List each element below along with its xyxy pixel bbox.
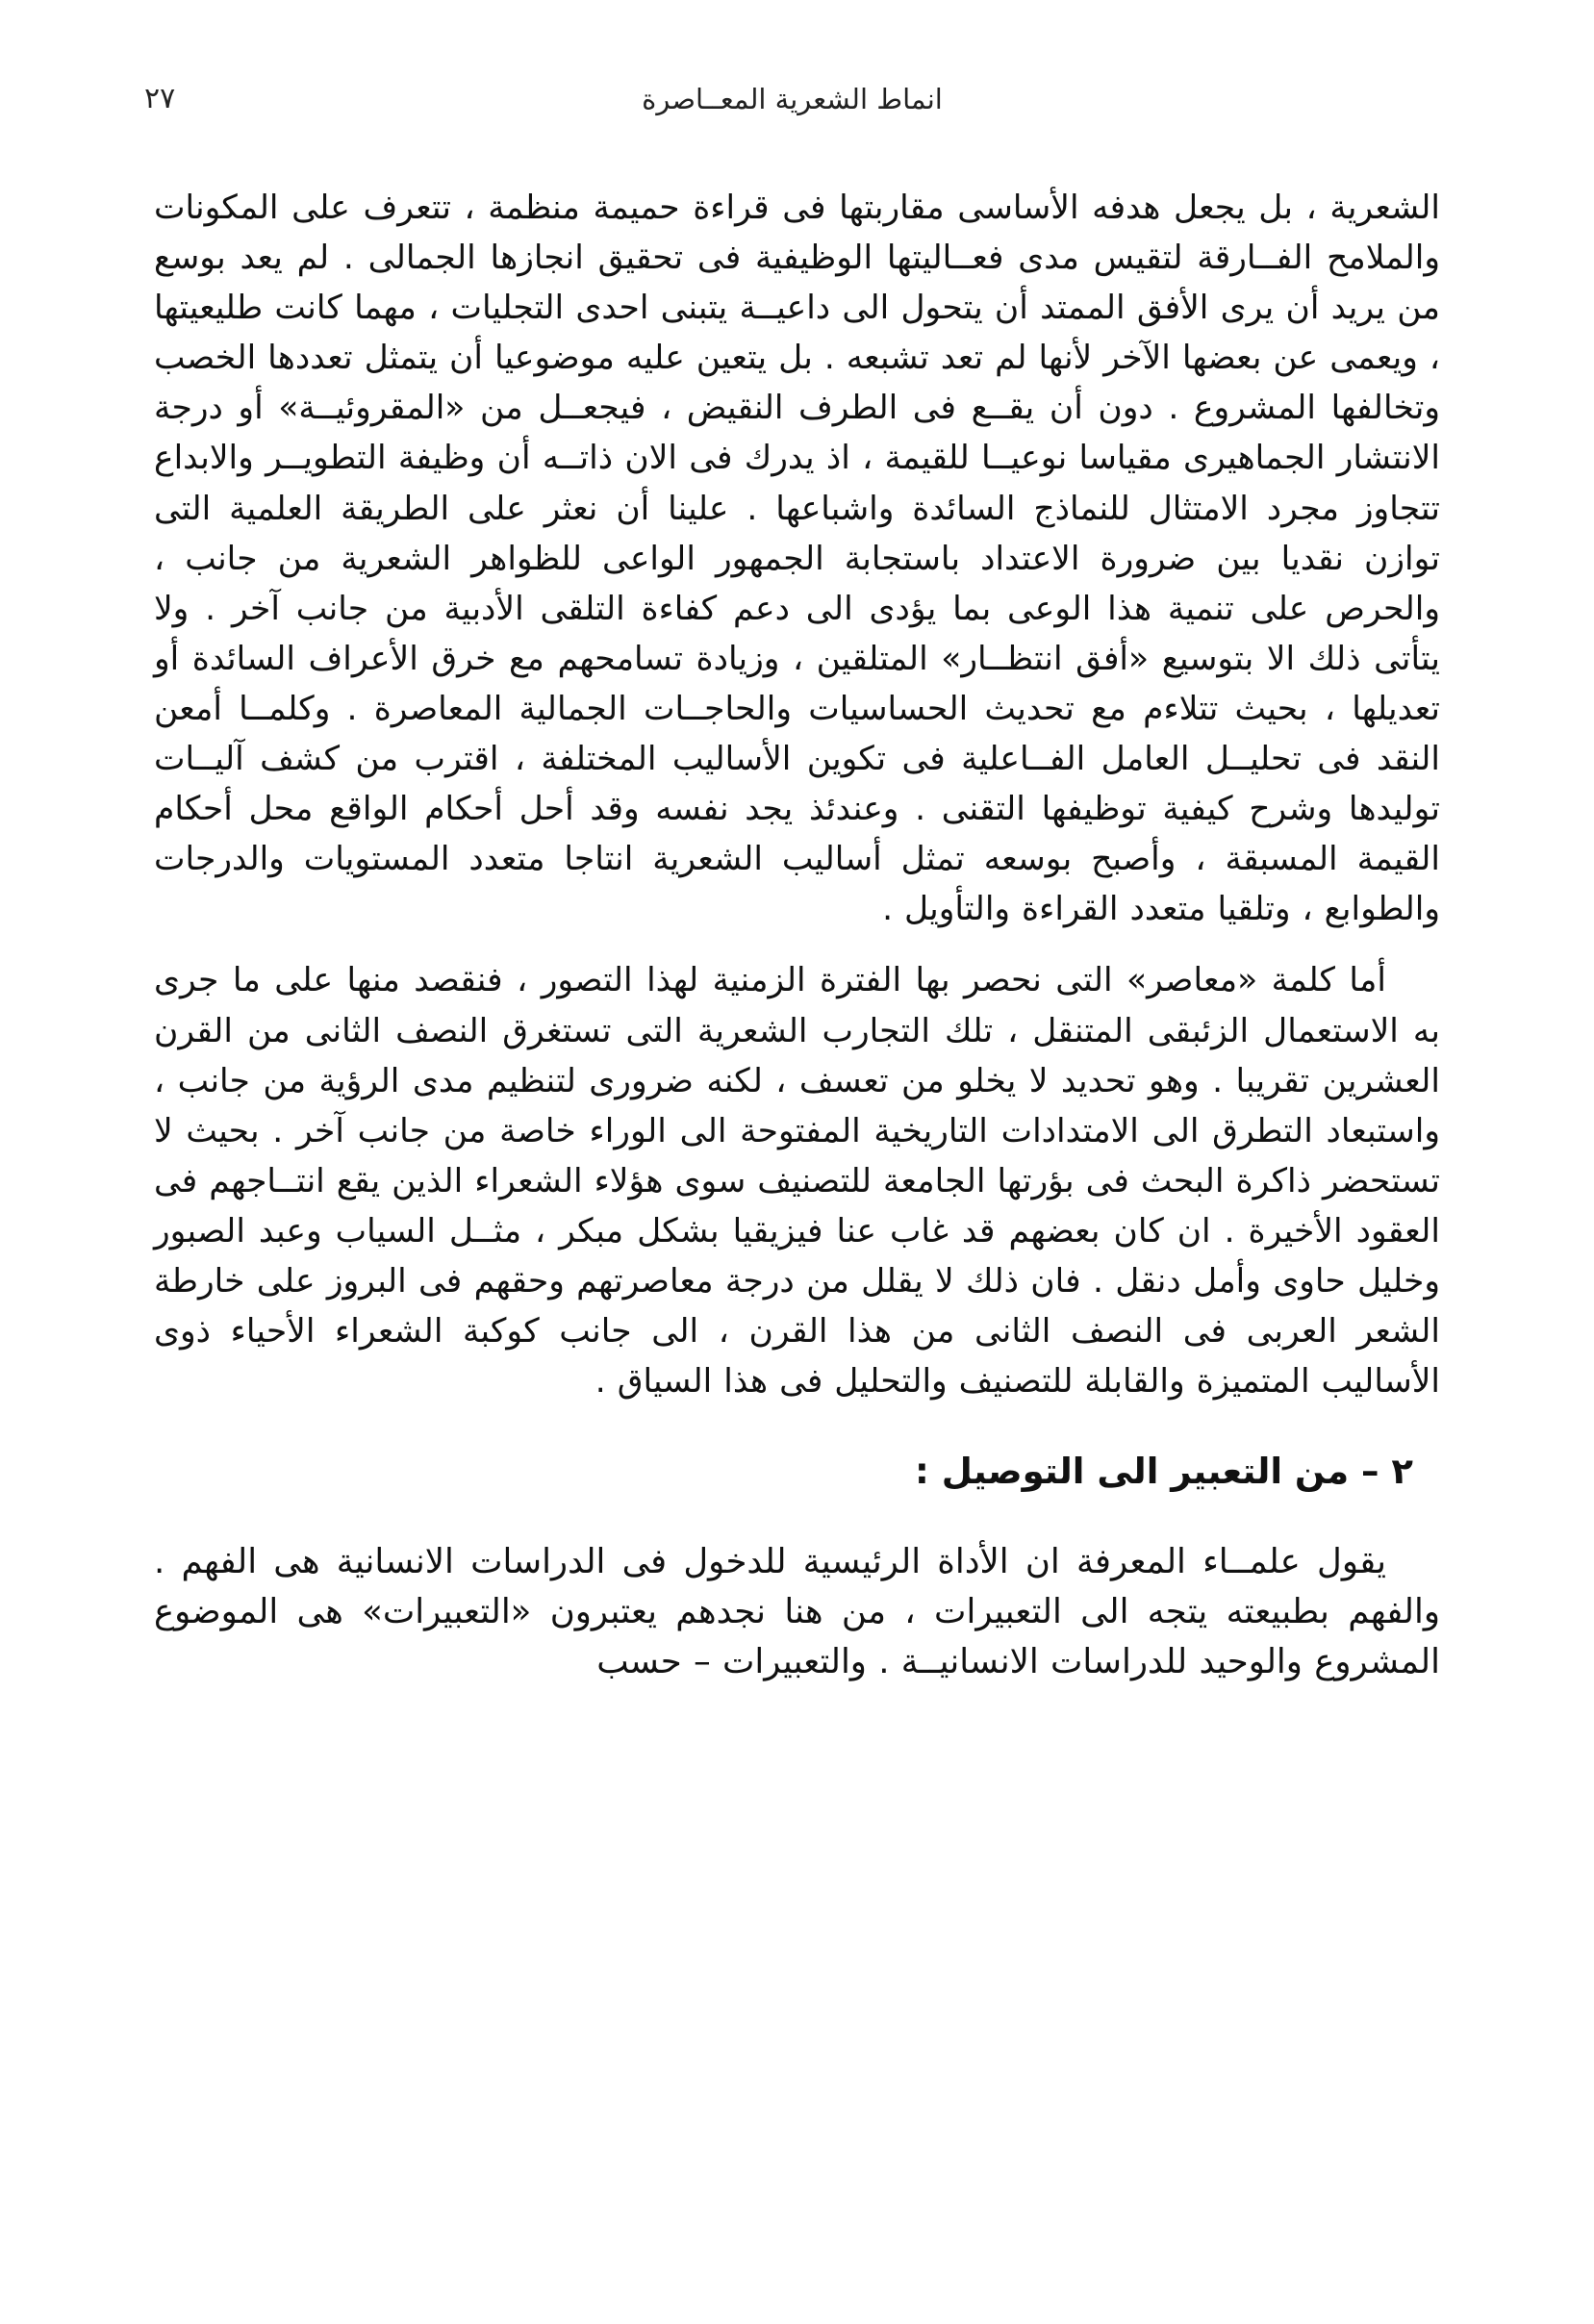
paragraph: الشعرية ، بل يجعل هدفه الأساسى مقاربتها فى قراءة حميمة منظمة ، تتعرف على المكونات والملامح الفــارقة لتقيس مدى فعــاليتها الوظيفية فى تحقيق انجازها الجمالى . لم يعد بوسع من يريد أن يرى الأفق الممتد أن يتحول الى داعيــة يتبنى احدى التجليات ، مهما كانت طليعيتها ، ويعمى عن بعضها الآخر لأنها لم تعد تشبعه . بل يتعين عليه موضوعيا أن يتمثل تعددها الخصب وتخالفها المشروع . دون أن يقــع فى الطرف النقيض ، فيجعــل من «المقروئيــة» أو درجة الانتشار الجماهيرى مقياسا نوعيــا للقيمة ، اذ يدرك فى الان ذاتــه أن وظيفة التطويــر والابداع تتجاوز مجرد الامتثال للنماذج السائدة واشباعها . علينا أن نعثر على الطريقة العلمية التى توازن نقديا بين ضرورة الاعتداد باستجابة الجمهور الواعى للظواهر الشعرية من جانب ، والحرص على تنمية هذا الوعى بما يؤدى الى دعم كفاءة التلقى الأدبية من جانب آخر . ولا يتأتى ذلك الا بتوسيع «أفق انتظــار» المتلقين ، وزيادة تسامحهم مع خرق الأعراف السائدة أو تعديلها ، بحيث تتلاءم مع تحديث الحساسيات والحاجــات الجمالية المعاصرة . وكلمــا أمعن النقد فى تحليــل العامل الفــاعلية فى تكوين الأساليب المختلفة ، اقترب من كشف آليــات توليدها وشرح كيفية توظيفها التقنى . وعندئذ يجد نفسه وقد أحل أحكام الواقع محل أحكام القيمة المسبقة ، وأصبح بوسعه تمثل أساليب الشعرية انتاجا متعدد المستويات والدرجات والطوابع ، وتلقيا متعدد القراءة والتأويل . <box>154 189 1440 929</box>
page-header <box>144 82 1440 120</box>
page-number: ٢٧ <box>144 82 176 115</box>
page-body <box>154 183 1440 1687</box>
paragraph: أما كلمة «معاصر» التى نحصر بها الفترة الزمنية لهذا التصور ، فنقصد منها على ما جرى به الاستعمال الزئبقى المتنقل ، تلك التجارب الشعرية التى تستغرق النصف الثانى من القرن العشرين تقريبا . وهو تحديد لا يخلو من تعسف ، لكنه ضرورى لتنظيم مدى الرؤية من جانب ، واستبعاد التطرق الى الامتدادات التاريخية المفتوحة الى الوراء خاصة من جانب آخر . بحيث لا تستحضر ذاكرة البحث فى بؤرتها الجامعة للتصنيف سوى هؤلاء الشعراء الذين يقع انتــاجهم فى العقود الأخيرة . ان كان بعضهم قد غاب عنا فيزيقيا بشكل مبكر ، مثــل السياب وعبد الصبور وخليل حاوى وأمل دنقل . فان ذلك لا يقلل من درجة معاصرتهم وحقهم فى البروز على خارطة الشعر العربى فى النصف الثانى من هذا القرن ، الى جانب كوكبة الشعراء الأحياء ذوى الأساليب المتميزة والقابلة للتصنيف والتحليل فى هذا السياق . <box>154 961 1440 1402</box>
running-title: انماط الشعرية المعــاصرة <box>642 83 943 115</box>
paragraph: يقول علمــاء المعرفة ان الأداة الرئيسية للدخول فى الدراسات الانسانية هى الفهم . والفهم بطبيعته يتجه الى التعبيرات ، من هنا نجدهم يعتبرون «التعبيرات» هى الموضوع المشروع والوحيد للدراسات الانسانيــة . والتعبيرات – حسب <box>154 1542 1440 1682</box>
section-heading: ٢ – من التعبير الى التوصيل : <box>915 1451 1413 1493</box>
